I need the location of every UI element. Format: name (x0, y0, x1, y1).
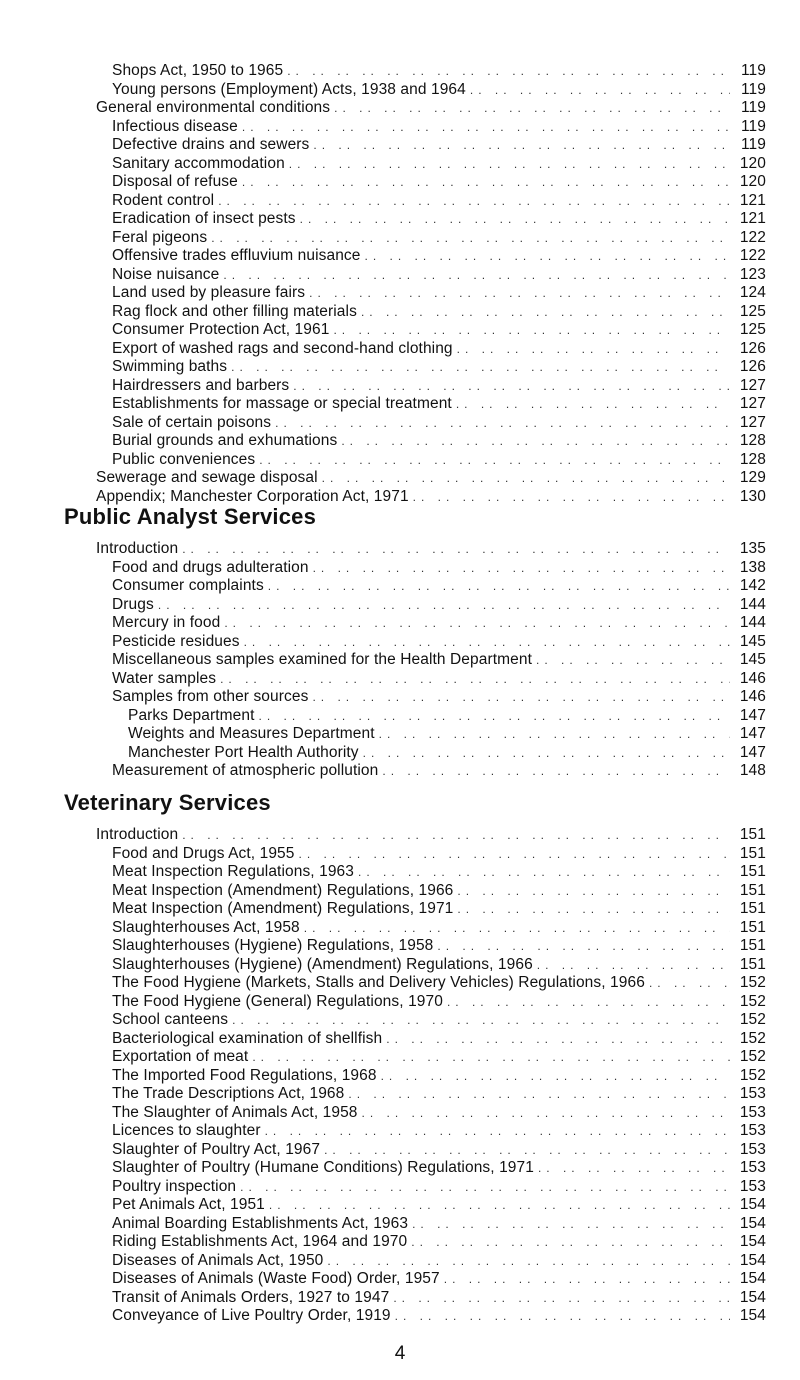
toc-entry (96, 1122, 766, 1141)
toc-entry-page: 146 (739, 688, 766, 705)
toc-entry-title: Public conveniences (112, 450, 256, 468)
toc-entry-page: 154 (739, 1251, 766, 1269)
page-number: 4 (394, 1343, 406, 1364)
toc-entry (96, 670, 766, 689)
toc-leader-dots (240, 1178, 730, 1197)
toc-entry-title: Manchester Port Health Authority (128, 743, 359, 761)
toc-leader-dots (269, 1196, 730, 1215)
toc-entry-page: 154 (739, 1196, 766, 1213)
toc-entry (96, 1270, 766, 1289)
toc-entry-page: 153 (739, 1103, 766, 1121)
toc-entry (96, 229, 766, 248)
toc-entry-title: Licences to slaughter (112, 1122, 261, 1139)
toc-entry (96, 81, 766, 100)
toc-entry (96, 1233, 766, 1252)
toc-entry (96, 1307, 766, 1326)
toc-entry-page: 151 (739, 863, 766, 880)
toc-entry (96, 432, 766, 451)
toc-entry-title: Sanitary accommodation (112, 154, 285, 172)
toc-entry-page: 135 (739, 540, 766, 557)
toc-leader-dots (242, 118, 730, 137)
toc-entry-title: Food and drugs adulteration (112, 558, 309, 576)
toc-entry-title: Young persons (Employment) Acts, 1938 and 1964 (112, 80, 466, 98)
toc-entry-page: 121 (739, 210, 766, 227)
toc-leader-dots (386, 1030, 730, 1049)
toc-leader-dots (413, 488, 730, 507)
toc-entry-title: Hairdressers and barbers (112, 376, 290, 394)
toc-entry-page: 147 (739, 725, 766, 742)
toc-entry-title: Exportation of meat (112, 1048, 249, 1065)
toc-entry-title: Land used by pleasure fairs (112, 284, 306, 301)
toc-entry-title: The Imported Food Regulations, 1968 (112, 1066, 377, 1084)
toc-entry-title: Feral pigeons (112, 228, 208, 246)
toc-entry-page: 152 (739, 1011, 766, 1028)
toc-entry (96, 863, 766, 882)
toc-entry-title: Rodent control (112, 191, 215, 209)
toc-leader-dots (362, 1104, 730, 1123)
toc-section-public-analyst (96, 540, 766, 781)
toc-leader-dots (412, 1215, 730, 1234)
toc-entry-title: Swimming baths (112, 358, 228, 375)
toc-entry-title: Samples from other sources (112, 688, 309, 705)
toc-entry-page: 153 (739, 1177, 766, 1195)
toc-entry-page: 152 (739, 1029, 766, 1047)
toc-leader-dots (341, 432, 730, 451)
toc-entry-title: Drugs (112, 595, 154, 613)
toc-entry (96, 559, 766, 578)
toc-leader-dots (223, 266, 730, 285)
toc-entry-page: 122 (739, 247, 766, 264)
toc-leader-dots (327, 1252, 730, 1271)
toc-entry-title: Water samples (112, 669, 217, 687)
toc-entry-title: School canteens (112, 1011, 229, 1028)
toc-leader-dots (309, 284, 730, 303)
toc-entry-title: Sale of certain poisons (112, 413, 272, 431)
toc-entry-page: 152 (739, 1066, 766, 1084)
toc-entry-page: 151 (739, 937, 766, 954)
toc-entry-page: 124 (739, 284, 766, 301)
toc-entry (96, 651, 766, 670)
toc-leader-dots (259, 451, 730, 470)
toc-leader-dots (259, 707, 730, 726)
toc-leader-dots (437, 937, 730, 956)
toc-entry-page: 151 (739, 918, 766, 936)
toc-entry (96, 340, 766, 359)
toc-entry-page: 126 (739, 358, 766, 375)
toc-leader-dots (447, 993, 730, 1012)
toc-entry-page: 148 (739, 762, 766, 779)
toc-entry-title: Consumer Protection Act, 1961 (112, 321, 330, 338)
toc-leader-dots (300, 210, 730, 229)
toc-leader-dots (537, 956, 730, 975)
toc-entry-page: 122 (739, 228, 766, 246)
toc-leader-dots (457, 882, 730, 901)
toc-entry (96, 900, 766, 919)
toc-entry-page: 129 (739, 469, 766, 486)
toc-section-general (96, 62, 766, 506)
toc-entry (96, 247, 766, 266)
toc-leader-dots (358, 863, 730, 882)
toc-leader-dots (312, 688, 730, 707)
toc-entry (96, 1067, 766, 1086)
toc-entry-page: 152 (739, 1048, 766, 1065)
toc-leader-dots (470, 81, 730, 100)
toc-entry-title: General environmental conditions (96, 99, 331, 116)
section-heading-public-analyst: Public Analyst Services (64, 504, 317, 529)
toc-entry-page: 119 (740, 99, 766, 116)
toc-leader-dots (304, 919, 730, 938)
toc-entry-title: Infectious disease (112, 117, 238, 135)
toc-entry (96, 284, 766, 303)
toc-entry-page: 127 (739, 395, 766, 412)
toc-leader-dots (456, 395, 730, 414)
toc-entry-page: 120 (739, 154, 766, 172)
toc-entry-page: 138 (739, 558, 766, 576)
toc-entry-title: Parks Department (128, 706, 255, 724)
toc-leader-dots (348, 1085, 730, 1104)
toc-leader-dots (265, 1122, 730, 1141)
toc-leader-dots (363, 744, 730, 763)
toc-leader-dots (457, 340, 730, 359)
toc-entry-page: 119 (740, 117, 766, 135)
toc-entry (96, 1196, 766, 1215)
toc-entry-page: 146 (739, 669, 766, 687)
toc-entry (96, 882, 766, 901)
toc-entry (96, 1048, 766, 1067)
toc-entry (96, 210, 766, 229)
toc-leader-dots (224, 614, 730, 633)
toc-entry (96, 1141, 766, 1160)
toc-entry-page: 147 (739, 706, 766, 724)
toc-leader-dots (382, 762, 730, 781)
toc-leader-dots (322, 469, 730, 488)
toc-entry (96, 762, 766, 781)
toc-leader-dots (649, 974, 730, 993)
toc-entry-title: Shops Act, 1950 to 1965 (112, 62, 284, 79)
toc-leader-dots (538, 1159, 730, 1178)
toc-entry (96, 1178, 766, 1197)
toc-leader-dots (381, 1067, 730, 1086)
toc-entry (96, 974, 766, 993)
toc-leader-dots (244, 633, 730, 652)
toc-leader-dots (313, 559, 730, 578)
toc-entry-title: Miscellaneous samples examined for the Health Department (112, 651, 532, 668)
toc-entry-page: 151 (739, 844, 766, 862)
toc-entry-page: 123 (739, 265, 766, 283)
toc-entry-page: 125 (739, 302, 766, 320)
toc-entry (96, 1252, 766, 1271)
toc-entry-title: The Food Hygiene (General) Regulations, 1970 (112, 992, 443, 1010)
toc-entry-title: Eradication of insect pests (112, 210, 296, 227)
toc-leader-dots (536, 651, 730, 670)
toc-entry-title: Diseases of Animals Act, 1950 (112, 1251, 324, 1269)
toc-entry (96, 155, 766, 174)
toc-entry (96, 845, 766, 864)
toc-leader-dots (395, 1307, 730, 1326)
toc-entry (96, 395, 766, 414)
toc-leader-dots (289, 155, 730, 174)
toc-entry-title: Rag flock and other filling materials (112, 302, 357, 320)
toc-entry-title: Poultry inspection (112, 1177, 237, 1195)
toc-entry-page: 145 (739, 651, 766, 668)
toc-entry-title: Food and Drugs Act, 1955 (112, 844, 295, 862)
toc-entry-page: 125 (739, 321, 766, 338)
toc-entry (96, 937, 766, 956)
toc-leader-dots (218, 192, 730, 211)
toc-leader-dots (182, 540, 730, 559)
toc-entry-page: 145 (739, 632, 766, 650)
toc-entry-title: Riding Establishments Act, 1964 and 1970 (112, 1233, 408, 1250)
toc-entry (96, 321, 766, 340)
toc-entry-title: Defective drains and sewers (112, 136, 310, 153)
toc-entry (96, 956, 766, 975)
toc-entry-title: Transit of Animals Orders, 1927 to 1947 (112, 1288, 390, 1306)
toc-leader-dots (211, 229, 730, 248)
toc-entry-title: The Food Hygiene (Markets, Stalls and Delivery Vehicles) Regulations, 1966 (112, 974, 645, 991)
toc-leader-dots (268, 577, 730, 596)
toc-entry (96, 1011, 766, 1030)
section-heading-veterinary: Veterinary Services (64, 790, 271, 815)
toc-entry (96, 266, 766, 285)
toc-entry (96, 826, 766, 845)
toc-entry-title: Disposal of refuse (112, 173, 238, 190)
toc-entry-title: Burial grounds and exhumations (112, 432, 338, 449)
toc-leader-dots (334, 99, 730, 118)
toc-entry (96, 1289, 766, 1308)
toc-entry-page: 147 (739, 743, 766, 761)
toc-entry (96, 633, 766, 652)
toc-entry-title: Slaughter of Poultry (Humane Conditions) Regulations, 1971 (112, 1159, 534, 1176)
toc-entry-page: 119 (740, 80, 766, 98)
toc-entry (96, 688, 766, 707)
toc-leader-dots (299, 845, 731, 864)
toc-entry (96, 469, 766, 488)
toc-entry (96, 1159, 766, 1178)
toc-leader-dots (361, 303, 730, 322)
toc-entry (96, 614, 766, 633)
toc-entry (96, 62, 766, 81)
toc-leader-dots (242, 173, 730, 192)
toc-entry-title: Pet Animals Act, 1951 (112, 1196, 265, 1213)
toc-entry-title: Sewerage and sewage disposal (96, 469, 318, 486)
toc-leader-dots (275, 414, 730, 433)
toc-entry (96, 1030, 766, 1049)
toc-entry (96, 303, 766, 322)
toc-entry-page: 151 (739, 955, 766, 973)
toc-entry-title: Slaughter of Poultry Act, 1967 (112, 1140, 321, 1158)
toc-entry (96, 707, 766, 726)
toc-leader-dots (324, 1141, 730, 1160)
toc-entry-page: 154 (739, 1233, 766, 1250)
toc-entry (96, 451, 766, 470)
toc-leader-dots (364, 247, 730, 266)
toc-entry (96, 1215, 766, 1234)
toc-entry-page: 127 (739, 376, 766, 394)
toc-entry-title: Bacteriological examination of shellfish (112, 1029, 383, 1047)
toc-entry (96, 358, 766, 377)
toc-entry-page: 120 (739, 173, 766, 190)
toc-entry-title: Meat Inspection (Amendment) Regulations, 1966 (112, 881, 454, 899)
toc-entry-title: Consumer complaints (112, 577, 264, 594)
toc-entry-page: 121 (739, 191, 766, 209)
toc-entry-page: 151 (739, 826, 766, 843)
toc-entry-page: 154 (739, 1307, 766, 1324)
toc-entry-page: 126 (739, 339, 766, 357)
toc-entry-page: 153 (739, 1085, 766, 1102)
toc-entry-title: Weights and Measures Department (128, 725, 375, 742)
toc-entry-title: Slaughterhouses (Hygiene) (Amendment) Regulations, 1966 (112, 955, 533, 973)
toc-entry-title: Establishments for massage or special treatment (112, 395, 452, 412)
toc-entry-page: 154 (739, 1270, 766, 1287)
toc-leader-dots (252, 1048, 730, 1067)
toc-entry (96, 540, 766, 559)
toc-entry-page: 152 (739, 974, 766, 991)
toc-section-veterinary (96, 826, 766, 1326)
toc-entry (96, 744, 766, 763)
toc-entry (96, 118, 766, 137)
toc-entry-page: 119 (740, 62, 766, 79)
toc-entry (96, 192, 766, 211)
toc-entry (96, 99, 766, 118)
toc-entry-title: Offensive trades effluvium nuisance (112, 247, 361, 264)
toc-leader-dots (231, 358, 730, 377)
toc-entry-page: 119 (740, 136, 766, 153)
toc-leader-dots (444, 1270, 730, 1289)
toc-entry-page: 151 (739, 900, 766, 917)
toc-entry-page: 153 (739, 1140, 766, 1158)
toc-entry-title: Diseases of Animals (Waste Food) Order, 1957 (112, 1270, 440, 1287)
toc-entry-title: Export of washed rags and second-hand clothing (112, 339, 453, 357)
toc-entry (96, 577, 766, 596)
toc-entry-page: 144 (739, 614, 766, 631)
toc-entry (96, 596, 766, 615)
toc-entry (96, 136, 766, 155)
toc-entry-title: Meat Inspection Regulations, 1963 (112, 863, 354, 880)
toc-leader-dots (333, 321, 730, 340)
toc-entry-title: Mercury in food (112, 614, 221, 631)
toc-leader-dots (158, 596, 730, 615)
toc-entry-page: 128 (739, 432, 766, 449)
toc-entry (96, 1104, 766, 1123)
toc-leader-dots (457, 900, 730, 919)
toc-leader-dots (293, 377, 730, 396)
toc-leader-dots (287, 62, 730, 81)
toc-entry-page: 152 (739, 992, 766, 1010)
toc-entry-title: Conveyance of Live Poultry Order, 1919 (112, 1307, 391, 1324)
toc-leader-dots (411, 1233, 730, 1252)
toc-entry-page: 154 (739, 1288, 766, 1306)
toc-entry-page: 128 (739, 450, 766, 468)
toc-leader-dots (220, 670, 730, 689)
toc-entry (96, 173, 766, 192)
toc-entry-page: 154 (739, 1214, 766, 1232)
toc-entry-title: Slaughterhouses (Hygiene) Regulations, 1958 (112, 937, 434, 954)
toc-entry-title: Animal Boarding Establishments Act, 1963 (112, 1214, 409, 1232)
toc-entry (96, 377, 766, 396)
toc-entry (96, 1085, 766, 1104)
toc-entry-title: Meat Inspection (Amendment) Regulations, 1971 (112, 900, 454, 917)
toc-entry (96, 993, 766, 1012)
toc-leader-dots (379, 725, 730, 744)
toc-entry (96, 414, 766, 433)
toc-entry-title: Appendix; Manchester Corporation Act, 1971 (96, 487, 409, 505)
toc-entry-title: Introduction (96, 826, 179, 843)
toc-entry (96, 725, 766, 744)
toc-entry-title: Noise nuisance (112, 265, 220, 283)
toc-leader-dots (182, 826, 730, 845)
toc-entry-title: The Slaughter of Animals Act, 1958 (112, 1103, 358, 1121)
toc-entry-page: 142 (739, 577, 766, 594)
toc-entry-page: 153 (739, 1159, 766, 1176)
toc-entry-title: Slaughterhouses Act, 1958 (112, 918, 300, 936)
toc-entry-title: Pesticide residues (112, 632, 240, 650)
toc-entry-page: 151 (739, 881, 766, 899)
toc-leader-dots (313, 136, 730, 155)
toc-entry-title: Measurement of atmospheric pollution (112, 762, 379, 779)
toc-entry-page: 127 (739, 413, 766, 431)
toc-entry (96, 919, 766, 938)
toc-entry-page: 153 (739, 1122, 766, 1139)
toc-entry-page: 144 (739, 595, 766, 613)
toc-leader-dots (232, 1011, 730, 1030)
toc-entry-page: 130 (739, 487, 766, 505)
toc-leader-dots (393, 1289, 730, 1308)
toc-entry-title: The Trade Descriptions Act, 1968 (112, 1085, 345, 1102)
toc-entry-title: Introduction (96, 540, 179, 557)
